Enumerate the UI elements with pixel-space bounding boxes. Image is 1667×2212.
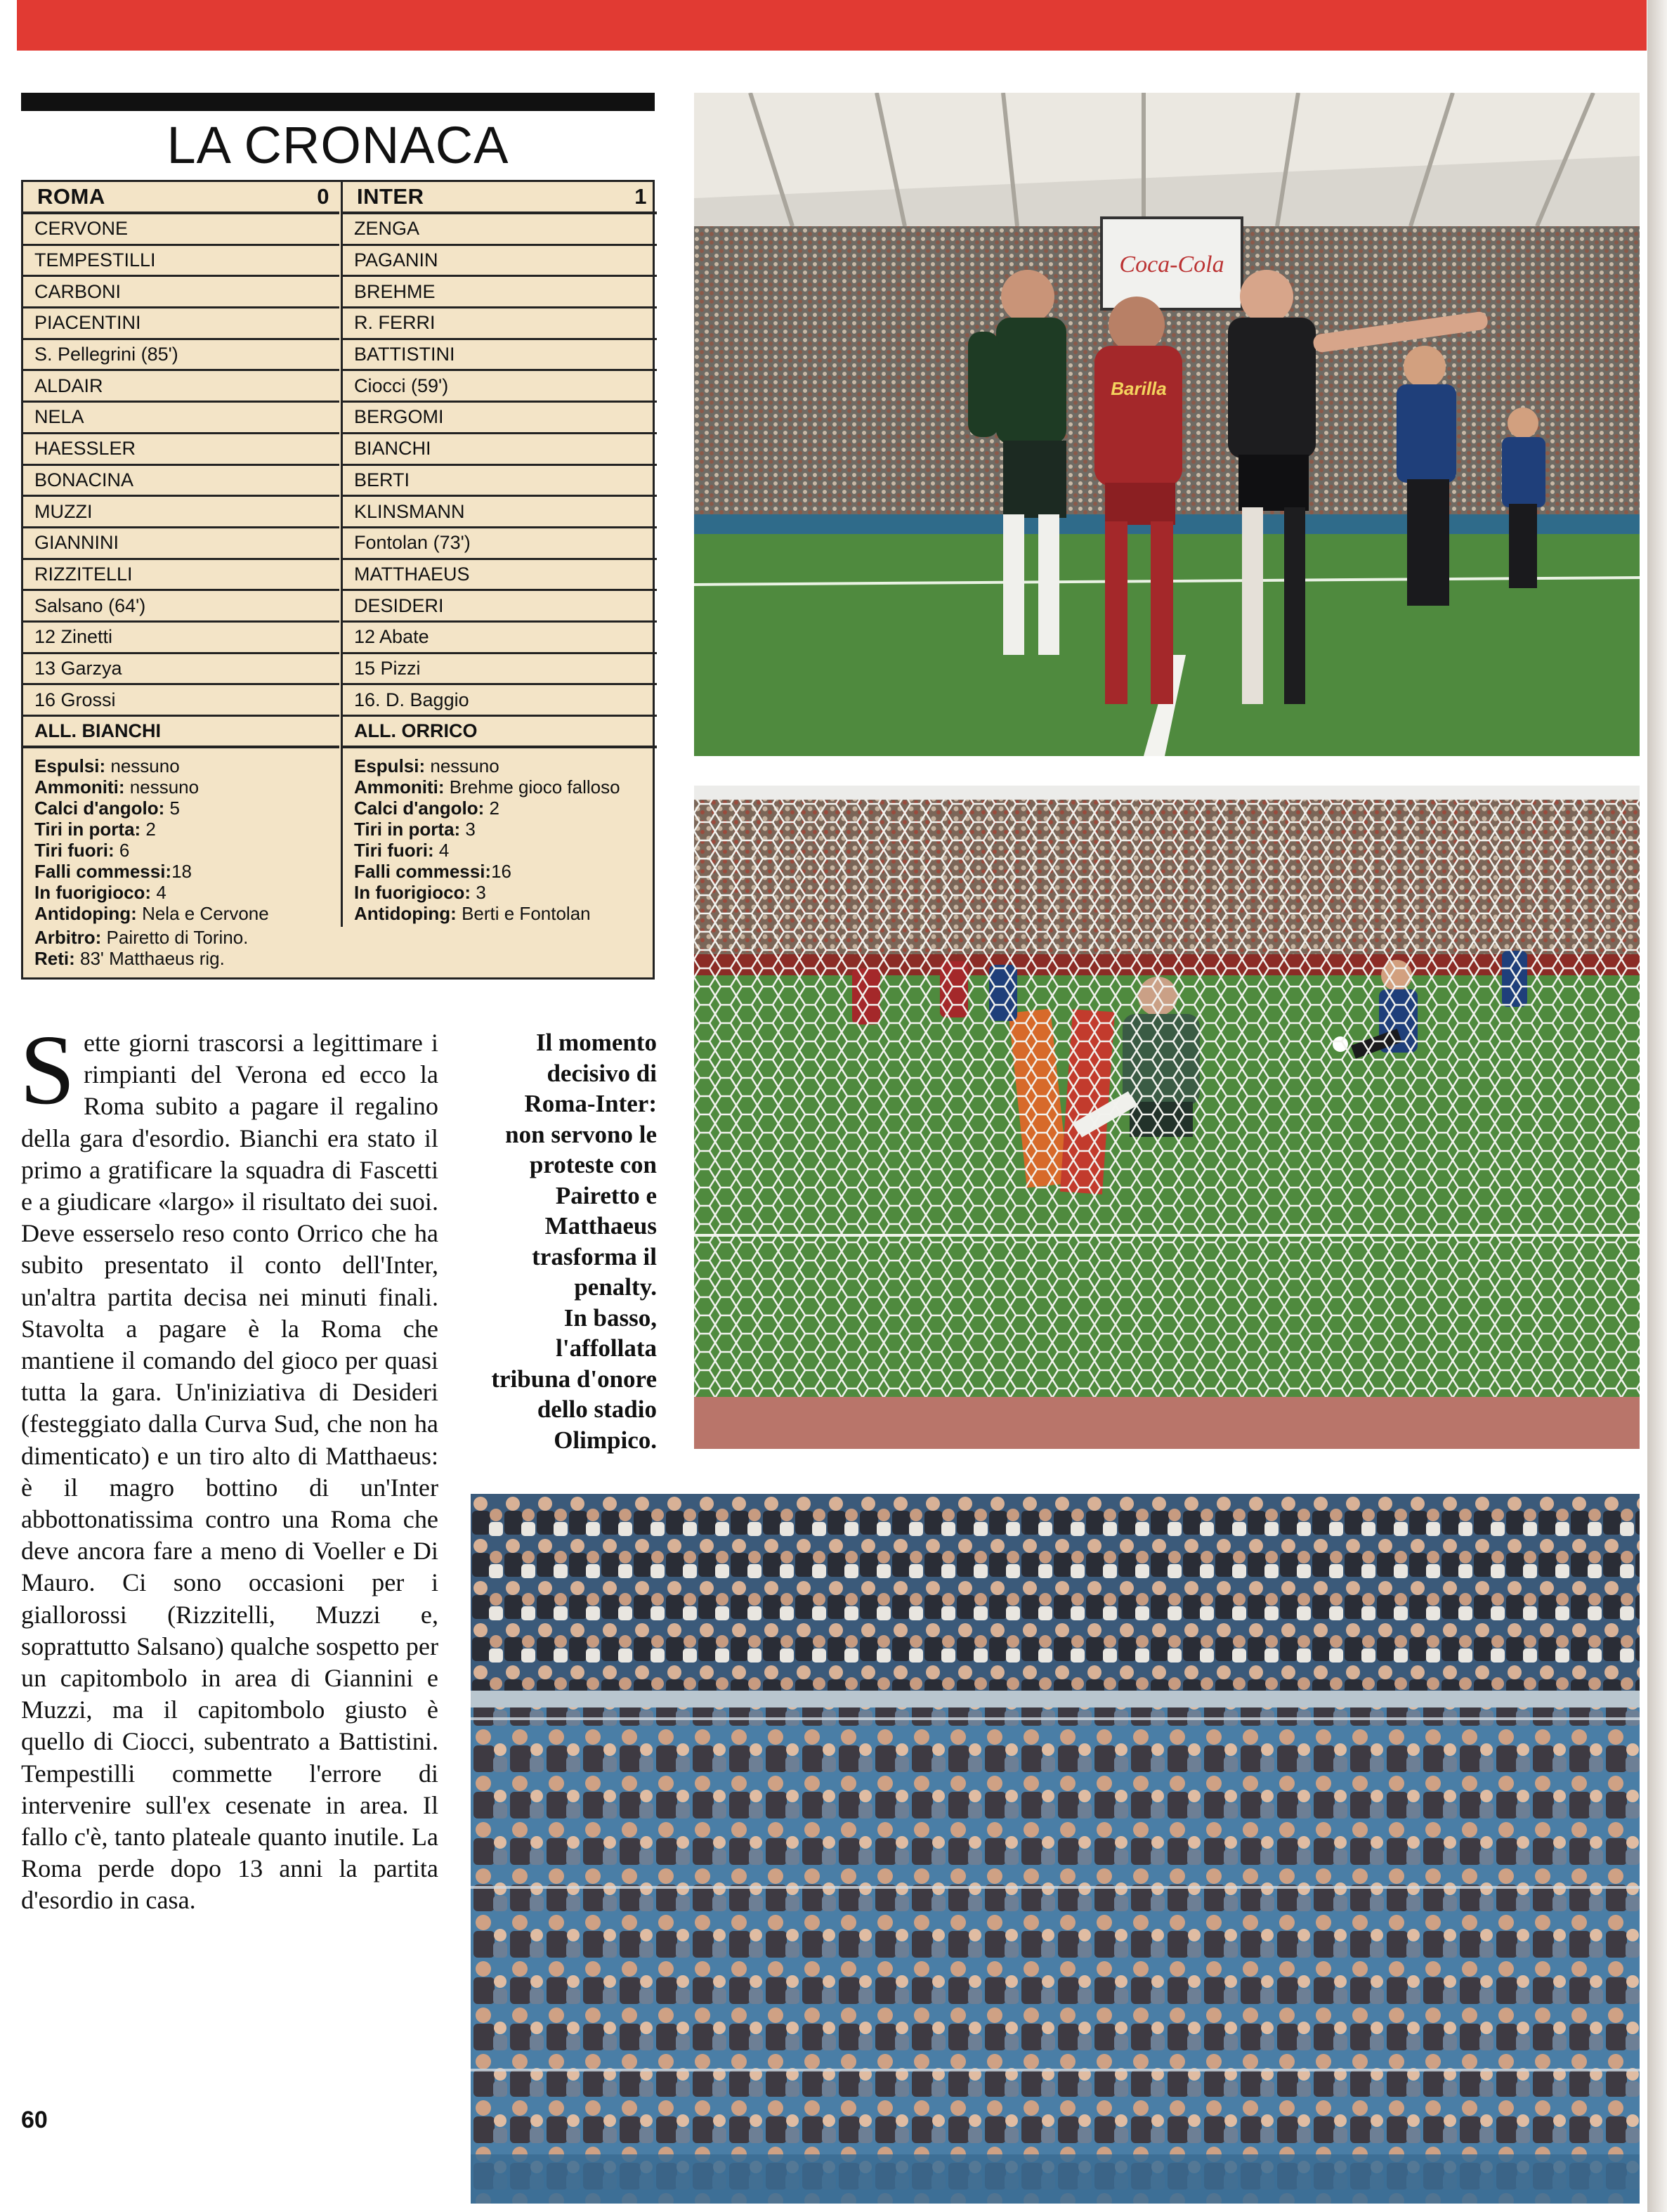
roma-stat-line [34, 819, 339, 840]
inter-stat-label: Falli commessi: [354, 860, 492, 882]
shirt-sponsor-text: Barilla [1111, 378, 1167, 399]
inter-stat-label: Tiri fuori: [354, 839, 434, 861]
referee-label: Arbitro: [34, 927, 102, 948]
article-body [20, 1014, 438, 1917]
inter-stat-label: Ammoniti: [354, 776, 445, 798]
inter-stat-value: 3 [471, 881, 486, 903]
roma-player-list [23, 214, 339, 717]
inter-player-row: BATTISTINI [343, 340, 657, 372]
caption-line: dello stadio [537, 1395, 657, 1423]
inter-stat-value: 16 [491, 860, 511, 882]
header-rule [21, 93, 655, 111]
caption-line: In basso, [563, 1303, 657, 1332]
billboard-text: Coca-Cola [1119, 252, 1224, 278]
caption-line: l'affollata [556, 1334, 657, 1362]
inter-player-row: R. FERRI [343, 308, 657, 340]
inter-stat-value: Berti e Fontolan [456, 902, 591, 924]
roma-player-row: S. Pellegrini (85') [23, 340, 339, 372]
inter-player-row: BIANCHI [343, 434, 657, 466]
roma-stat-value: 2 [140, 818, 156, 840]
roma-score: 0 [317, 184, 329, 209]
roma-header [23, 182, 339, 214]
roma-stat-value: nessuno [105, 755, 180, 776]
inter-stat-value: nessuno [425, 755, 499, 776]
match-info [34, 927, 248, 969]
inter-stat-line [354, 819, 657, 840]
inter-header [343, 182, 657, 214]
inter-stat-value: 2 [484, 797, 499, 819]
caption-line: decisivo di [547, 1059, 657, 1087]
roma-stat-value: 5 [164, 797, 180, 819]
roma-player-row: 13 Garzya [23, 654, 339, 686]
roma-stat-label: In fuorigioco: [34, 881, 152, 903]
inter-coach: ALL. ORRICO [343, 717, 657, 748]
inter-stat-label: Espulsi: [354, 755, 426, 776]
inter-stat-value: Brehme gioco falloso [444, 776, 620, 798]
caption-line: Pairetto e [555, 1181, 657, 1209]
inter-stat-label: In fuorigioco: [354, 881, 471, 903]
inter-stat-line [354, 903, 657, 924]
inter-stat-line [354, 755, 657, 776]
inter-stat-label: Calci d'angolo: [354, 797, 485, 819]
caption-line: Roma-Inter: [524, 1090, 657, 1117]
lineup-box [21, 180, 655, 980]
inter-team-name: INTER [357, 184, 424, 209]
roma-stat-line [34, 840, 339, 861]
inter-player-row: ZENGA [343, 214, 657, 246]
roma-coach: ALL. BIANCHI [23, 717, 339, 748]
inter-player-row: BERGOMI [343, 403, 657, 434]
roma-player-row: BONACINA [23, 466, 339, 497]
roma-stat-line [34, 798, 339, 819]
goals-line [34, 948, 248, 969]
inter-score: 1 [634, 184, 647, 209]
roma-stat-value: 18 [171, 860, 192, 882]
roma-stat-value: 6 [114, 839, 130, 861]
inter-stat-value: 4 [433, 839, 450, 861]
roma-stat-label: Falli commessi: [34, 860, 172, 882]
caption-line: tribuna d'onore [491, 1365, 657, 1393]
inter-player-row: 15 Pizzi [343, 654, 657, 686]
roma-player-row: GIANNINI [23, 528, 339, 560]
roma-player-row: CARBONI [23, 277, 339, 308]
inter-stat-value: 3 [460, 818, 476, 840]
inter-player-row: PAGANIN [343, 246, 657, 278]
roma-player-row: 16 Grossi [23, 685, 339, 717]
page-edge-shadow [1647, 0, 1667, 2212]
referee-value: Pairetto di Torino. [101, 927, 249, 948]
inter-player-row: BREHME [343, 277, 657, 308]
inter-stat-line [354, 798, 657, 819]
roma-stat-label: Tiri fuori: [34, 839, 115, 861]
inter-player-row: DESIDERI [343, 591, 657, 623]
inter-player-row: Ciocci (59') [343, 371, 657, 403]
caption-line: Olimpico. [554, 1426, 657, 1454]
referee-line [34, 927, 248, 948]
roma-player-row: HAESSLER [23, 434, 339, 466]
goals-value: 83' Matthaeus rig. [74, 948, 225, 969]
roma-player-row: CERVONE [23, 214, 339, 246]
goals-label: Reti: [34, 948, 75, 969]
roma-team-name: ROMA [37, 184, 105, 209]
roma-stats [23, 748, 339, 924]
roma-stat-line [34, 776, 339, 798]
roma-player-row: TEMPESTILLI [23, 246, 339, 278]
roma-column [23, 182, 339, 924]
photo-vip-stand [471, 1494, 1640, 2204]
roma-stat-label: Ammoniti: [34, 776, 125, 798]
inter-stat-line [354, 776, 657, 798]
inter-stat-label: Antidoping: [354, 902, 457, 924]
roma-stat-label: Espulsi: [34, 755, 106, 776]
inter-stat-line [354, 840, 657, 861]
roma-stat-label: Calci d'angolo: [34, 797, 165, 819]
roma-player-row: RIZZITELLI [23, 560, 339, 592]
roma-stat-label: Antidoping: [34, 902, 137, 924]
roma-stat-line [34, 861, 339, 882]
roma-player-row: MUZZI [23, 497, 339, 528]
roma-player-row: ALDAIR [23, 371, 339, 403]
caption-line: Matthaeus [544, 1212, 657, 1240]
roma-stat-line [34, 882, 339, 903]
caption-line: penalty. [574, 1273, 657, 1301]
photo-referee-protest [694, 93, 1640, 756]
inter-player-row: 12 Abate [343, 623, 657, 654]
inter-stats [343, 748, 657, 924]
inter-player-row: MATTHAEUS [343, 560, 657, 592]
inter-stat-label: Tiri in porta: [354, 818, 461, 840]
inter-stat-line [354, 882, 657, 903]
caption-line: non servono le [505, 1120, 657, 1148]
roma-stat-value: nessuno [124, 776, 200, 798]
inter-player-row: 16. D. Baggio [343, 685, 657, 717]
inter-stat-line [354, 861, 657, 882]
top-color-band [17, 0, 1647, 51]
roma-stat-value: Nela e Cervone [136, 902, 269, 924]
caption-line: trasforma il [532, 1242, 657, 1270]
photo-penalty-goal [694, 786, 1640, 1449]
article-dropcap: S [20, 1014, 75, 1125]
inter-player-list [343, 214, 657, 717]
inter-column [341, 182, 657, 927]
photo-caption [450, 1027, 657, 1455]
roma-stat-value: 4 [151, 881, 166, 903]
caption-line: proteste con [529, 1151, 657, 1178]
roma-player-row: 12 Zinetti [23, 623, 339, 654]
article-text: ette giorni trascorsi a legittimare i rimpianti del Verona ed ecco la Roma subito a pagare il regalino della gara d'esordio. Bianchi era stato il primo a gratificare la squadra di Fascetti e a giudicare «largo» il risultato dei suoi. Deve esserselo reso conto Orrico che ha subito presentato il conto dell'Inter, un'altra partita decisa nei minuti finali. Stavolta a pagare è la Roma che mantiene il comando del gioco per quasi tutta la gara. Un'iniziativa di Desideri (festeggiato dalla Curva Sud, che non ha dimenticato) e un tiro alto di Matthaeus: è il magro bottino di un'Inter abbottonatissima contro una Roma che deve ancora fare a meno di Voeller e Di Mauro. Ci sono occasioni per i giallorossi (Rizzitelli, Muzzi e, soprattutto Salsano) qualche sospetto per un capitombolo in area di Giannini e Muzzi, ma il capitombolo giusto è quello di Ciocci, subentrato a Battistini. Tempestilli commette l'errore di intervenire sull'ex cesenate in area. Il fallo c'è, tanto plateale quanto inutile. La Roma perde dopo 13 anni la partita d'esordio in casa. [21, 1029, 438, 1915]
roma-stat-line [34, 903, 339, 924]
roma-player-row: PIACENTINI [23, 308, 339, 340]
page-number: 60 [21, 2107, 48, 2133]
inter-player-row: BERTI [343, 466, 657, 497]
roma-stat-line [34, 755, 339, 776]
roma-player-row: NELA [23, 403, 339, 434]
page-title: LA CRONACA [166, 116, 509, 174]
caption-line: Il momento [535, 1029, 657, 1056]
roma-player-row: Salsano (64') [23, 591, 339, 623]
inter-player-row: KLINSMANN [343, 497, 657, 528]
inter-player-row: Fontolan (73') [343, 528, 657, 560]
roma-stat-label: Tiri in porta: [34, 818, 141, 840]
